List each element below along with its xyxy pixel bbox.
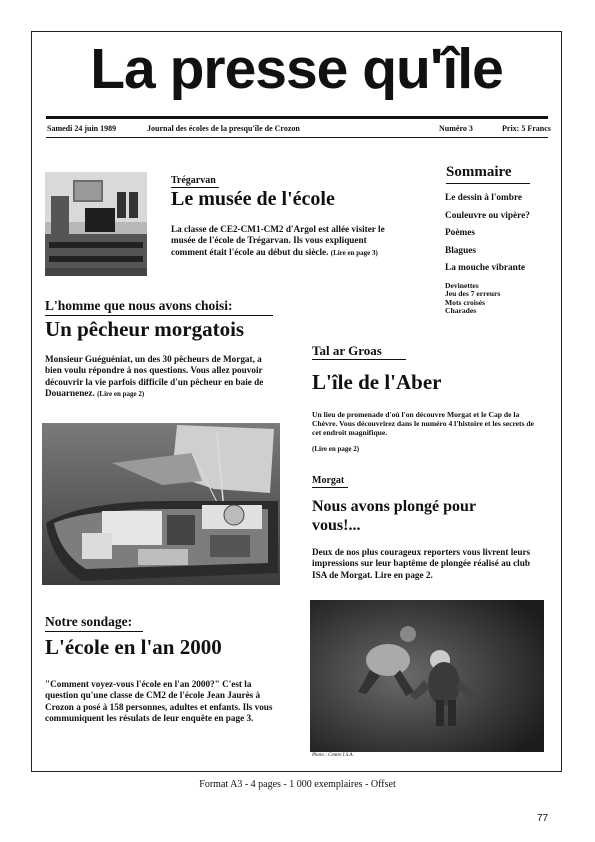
musee-headline: Le musée de l'école bbox=[171, 188, 335, 210]
plonge-kicker: Morgat bbox=[312, 475, 345, 486]
aber-ref: (Lire en page 2) bbox=[312, 445, 360, 453]
sommaire-minor-item: Jeu des 7 erreurs bbox=[445, 289, 501, 299]
sommaire-item: La mouche vibrante bbox=[445, 263, 526, 273]
sommaire-title: Sommaire bbox=[446, 164, 512, 180]
musee-body bbox=[171, 224, 399, 259]
sommaire-rule bbox=[446, 183, 530, 184]
format-caption: Format A3 - 4 pages - 1 000 exemplaires - Offset bbox=[199, 779, 396, 790]
pecheur-kicker: L'homme que nous avons choisi: bbox=[45, 298, 233, 313]
sondage-kicker-rule bbox=[45, 631, 143, 632]
sondage-body: "Comment voyez-vous l'école en l'an 2000?" C'est la question qu'une classe de CM2 de l'école Jean Jaurès à Crozon a posé à 158 personnes, adultes et enfants. Ils vous communiquent les résulats de leur enquête en page 3. bbox=[45, 679, 273, 724]
pecheur-ref: (Lire en page 2) bbox=[97, 390, 145, 399]
plonge-kicker-rule bbox=[312, 487, 348, 488]
aber-body: Un lieu de promenade d'où l'on découvre Morgat et le Cap de la Chèvre. Vous découvrirez dans le numéro 4 l'histoire et les secrets de cet endroit magnifique. bbox=[312, 410, 535, 438]
sommaire-minor-item: Charades bbox=[445, 306, 477, 316]
diver-photo-credit: Photo : Centre I.S.A. bbox=[312, 753, 354, 758]
aber-headline: L'île de l'Aber bbox=[312, 370, 442, 394]
sommaire-item: Poèmes bbox=[445, 228, 475, 238]
musee-kicker: Trégarvan bbox=[171, 175, 216, 186]
dateline-subtitle: Journal des écoles de la presqu'île de Crozon bbox=[147, 124, 300, 133]
sondage-kicker: Notre sondage: bbox=[45, 614, 133, 629]
sommaire-item: Blagues bbox=[445, 245, 476, 256]
pecheur-kicker-rule bbox=[45, 315, 273, 316]
sommaire-minor-list bbox=[445, 282, 500, 316]
pecheur-body-text: Monsieur Guéguéniat, un des 30 pêcheurs de Morgat, a bien voulu répondre à nos questions. Vous allez pouvoir découvrir la vie parfois difficile d'un pêcheur en baie de Douarnenez. bbox=[45, 354, 264, 399]
classroom-photo bbox=[45, 172, 147, 276]
plonge-headline-line1: Nous avons plongé pour bbox=[312, 498, 477, 515]
sommaire-minor-item: Devinettes bbox=[445, 281, 479, 290]
boat-photo bbox=[42, 423, 280, 585]
musee-body-text: La classe de CE2-CM1-CM2 d'Argol est allée visiter le musée de l'école de Trégarvan. Ils vous expliquent comment était l'école au début du siècle. bbox=[171, 224, 385, 257]
sommaire-item: Couleuvre ou vipère? bbox=[445, 210, 530, 221]
plonge-headline bbox=[312, 497, 476, 535]
sommaire-minor-item: Mots croisés bbox=[445, 297, 486, 307]
page-number: 77 bbox=[537, 813, 549, 824]
dateline-issue: Numéro 3 bbox=[439, 124, 473, 133]
dateline-price: Prix: 5 Francs bbox=[502, 124, 551, 133]
sommaire-item: Le dessin à l'ombre bbox=[445, 193, 523, 203]
plonge-body: Deux de nos plus courageux reporters vous livrent leurs impressions sur leur baptême de plongée réalisé au club ISA de Morgat. Lire en page 2. bbox=[312, 547, 531, 580]
pecheur-headline: Un pêcheur morgatois bbox=[45, 317, 245, 341]
sondage-headline: L'école en l'an 2000 bbox=[45, 635, 222, 659]
dateline-rule bbox=[46, 137, 548, 138]
dateline-date: Samedi 24 juin 1989 bbox=[47, 124, 117, 133]
aber-kicker-rule bbox=[312, 359, 406, 360]
sommaire-main-list bbox=[445, 190, 530, 278]
pecheur-body bbox=[45, 354, 273, 401]
aber-kicker: Tal ar Groas bbox=[312, 343, 382, 358]
masthead-title: La presse qu'île bbox=[90, 37, 503, 101]
musee-ref: (Lire en page 3) bbox=[330, 248, 378, 257]
plonge-headline-line2: vous!... bbox=[312, 517, 361, 534]
diver-photo bbox=[310, 600, 544, 752]
masthead-rule bbox=[46, 116, 548, 119]
